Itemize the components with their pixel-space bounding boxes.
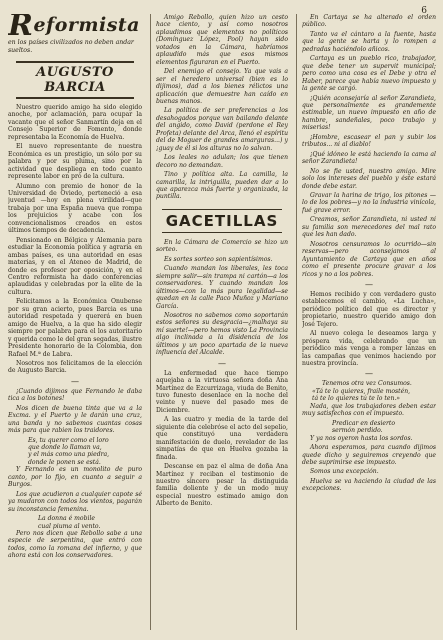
paragraph: Nosotros censuramos lo ocurrido—sin reservas—pero aconsejamos al Ayuntamiento de Cartaya que en años como el presente procure gravar a los ricos y no a los pobres.: [302, 240, 436, 278]
paragraph: El nuevo representante de nuestra Económica es un prestigio, un sólo por su palabra y por su pluma, sino por la actividad que despliega en todo cuanto represente labor en pró de la cultura.: [8, 143, 142, 181]
paragraph: Alumno con premio de honor de la Universidad de Oviedo, perteneció a esa juventud —hoy en plena virilidad—que trabaja por una España nueva que rompa los prejuicios y acabe con los convencionalismos creados en estos últimos tiempos de decadencia.: [8, 182, 142, 235]
verse: [8, 437, 142, 467]
paragraph: Hemos recibido y con verdadero gusto establecemos el cambio, «La Lucha», periódico político del que es director y propietario, nuestro querido amigo don José Tejero.: [302, 290, 436, 328]
verse-line: tá te lo quieres tú te lo ten.»: [312, 395, 401, 403]
separator: —: [365, 279, 373, 289]
paragraph: Los leales no adulan; los que tienen decoro no demandan.: [156, 154, 288, 169]
separator: —: [218, 358, 226, 368]
verse-line: sermón perdido.: [332, 427, 383, 435]
paragraph: Al nuevo colega le deseamos larga y próspera vida, celebrando que un periódico más venga a romper lanzas en las campañas que venimos haciendo por nuestra provincia.: [302, 330, 436, 368]
paragraph: No se fie usted, nuestro amigo. Mire solo los intereses del pueblo y éste estará donde debe estar.: [302, 167, 436, 190]
paragraph: Nosotros nos felicitamos de la elección de Augusto Barcia.: [8, 359, 142, 375]
verse-line: «Tá te lo quieres, fraile mostén,: [312, 387, 411, 395]
paragraph: Amigo Rebollo, quien hizo un cesto hace ciento, y así como nosotros aplaudimos que elementos no políticos (Domínguez López, Pool) hayan sido votados en la Cámara, habríamos aplaudido más que esos mismos elementos figuraran en el Puerto.: [156, 14, 288, 66]
column-2: [156, 14, 288, 634]
paragraph: Ahora esperamos, para cuando dijimos quede dicho y seguiremos creyendo que debe suprimirse ese impuesto.: [302, 444, 436, 467]
paragraph: ¡Cuando dijimos que Fernando le daba tica a los botones!: [8, 387, 142, 403]
paragraph: Tanto va el cántaro a la fuente, hasta que la gente se harta y lo rompen a pedradas haciéndolo añicos.: [302, 30, 436, 53]
paragraph: Cuando mandan los liberales, les toca siempre salir—sin trampa ni cartón—a los conservadores. Y cuando mandan los últimos—con la más pura legalidad—se quedan en la calle Paco Muñoz y Mariano García.: [156, 265, 288, 310]
paragraph: Y ya nos oyeron hasta los sordos.: [310, 434, 413, 442]
paragraph: Y Fernando es un monolito de puro canto, por lo fijo, en cuanto a seguir a Burgos.: [8, 466, 142, 489]
paragraph: Gravar la harina de trigo, los pitones —lo de los pobres—y no la industria vinícola, fué grave error.: [302, 191, 436, 214]
paragraph: Felicitamos a la Económica Onubense por su gran acierto, pues Barcia es una autoridad respetada y quererá en buen amigo de Huelva, a la que ha sido elegir siempre por palabra para el los autoritario y querida como le del gran segadas, ilustre Presidente honorario de la Colombia, don Rafael M.ª de Labra.: [8, 298, 142, 358]
separator: —: [71, 376, 79, 386]
paragraph: Pensionado en Bélgica y Alemania para estudiar la Economía política y agraria en ambas países, es una autoridad en esas materias, y en el Ateneo de Madrid, de donde es profesor por oposición, y en el Centro reformista ha dado conferencias aplaudidas y celebradas por la elite de la cultura.: [8, 236, 142, 296]
paragraph: A las cuatro y media de la tarde del siguiente día celebróse el acto del sepelio, que constituyó una verdadera manifestación de duelo, revelador de las simpatías de que en Huelva gozaba la finada.: [156, 416, 288, 461]
masthead: [8, 14, 142, 43]
verse-line: Predicar en desierto: [332, 419, 396, 427]
paragraph: Cartaya es un pueblo rico, trabajador, que debe tener un supervit municipal; pero como una cosa es el Debe y otra el Haber, parece que había nuevo impuesto y la gente se cargó.: [302, 55, 436, 93]
paragraph: Huelva se va haciendo la ciudad de las excepciones.: [302, 477, 436, 493]
verse-line: que donde lo llaman va,: [28, 444, 102, 452]
masthead-subtitle: en los países civilizados no deben andar sueltos.: [8, 39, 134, 54]
article-body: [8, 104, 142, 375]
separator: —: [365, 369, 373, 379]
paragraph: ¡Quién aconsejaría al señor Zarandieta, que personalmente es grandemente estimable, un nuevo impuesto en año de hambre, sandeñales, poco trabajo y miserias!: [302, 94, 436, 132]
paragraph: En la Cámara de Comercio se hizo un sorteo.: [156, 238, 288, 254]
paragraph: La enfermedad que hace tiempo aquejaba a la virtuosa señora doña Ana Martínez de Ezcurrizaga, viuda de Benito, tuvo funesto desenlace en la noche del veinte y nueve del pasado mes de Diciembre.: [156, 369, 288, 414]
masthead-title: eformista: [33, 14, 140, 36]
paragraph: Nuestro querido amigo ha sido elegido anoche, por aclamación, para ocupar la vacante que el señor Sanmartín deja en el Consejo Superior de Fomento, donde representaba la Economía de Huelva.: [8, 104, 142, 141]
paragraph: Nosotros no sabemos como soportarán estos señores su desgracia—¿malhaya su mí suerte!—pero hemos visto La Provincia algo inclinada a la disidencia de los últimos y un poco apartada de la nueva influencia del Alcalde.: [156, 311, 288, 357]
paragraph: Es sortes sorteo son sapientísimos.: [164, 255, 273, 263]
paragraph: Los que acudieron a cualquier capote sé ya mudaron con todos los vientos, pagarán su inconstancia femenina.: [8, 490, 142, 513]
paragraph: Descanse en paz el alma de doña Ana Martínez y reciban el testimonio de nuestro sincero pesar la distinguida familia doliente y de un modo muy especial nuestro estimado amigo don Alberto de Benito.: [156, 463, 288, 508]
paragraph: La política de ser preferencias a los desahogados porque van bailando delante del angido, como David (perdone el Rey Profeta) delante del Arca, llenó el espíritu del de Moguer de grandes amarguras...) y ¡guay de él si los alturas no lo salvan.: [156, 107, 288, 152]
paragraph: Del enemigo el consejo. Ya que vais a ser el heredero universal (bien es lo dijimos), dad a los bienes rélictos una aplicación que demuestre han caído en buenas manos.: [156, 68, 288, 105]
column-1: [8, 14, 142, 634]
section-heading: GACETILLAS: [162, 209, 282, 233]
verse: [302, 380, 436, 402]
verse-line: cual piuma al vento.: [38, 522, 101, 530]
paragraph: En Cartaya se ha alterado el orden público.: [302, 14, 436, 29]
column-3: [302, 14, 436, 634]
paragraph: Nada, que los trabajadores deben estar muy satisfechos con el impuesto.: [302, 402, 436, 418]
paragraph: ¡Qué idóneo le está haciendo la cama al señor Zarandieta!: [302, 150, 436, 166]
verse: [302, 420, 436, 435]
satire-section: [8, 388, 142, 560]
column-rule: [296, 14, 297, 630]
verse-line: La donna é mobile: [38, 515, 96, 523]
verse-line: Tenemos otra vez Consumos.: [322, 380, 412, 388]
paragraph: Nos dicen de buena tinta que va a la Excma. y el Puerto y le darán una cruz, una banda y no sabemos cuantas cosas más para que rabien los traidores.: [8, 404, 142, 435]
paragraph: Creamos, señor Zarandieta, ni usted ni su familia son merecedores del mal rato que les han dado.: [302, 216, 436, 239]
paragraph: Pero nos dicen que Rebollo sabe a una especie de serpentina, que entró con todos, como la romana del infierno, y que ahora está con los conservadores.: [8, 530, 142, 560]
column-rule: [150, 14, 151, 630]
paragraph: Tino y política alta. La camilla, la camarilla, la intriguilla, pueden dar a lo que aparezca más fuerte y organizada, la puntilla.: [156, 171, 288, 201]
verse-line: Es, tu querer como el loro: [28, 436, 109, 444]
paragraph: Somos una excepción.: [310, 468, 379, 476]
verse-line: y el más como una piedra,: [28, 451, 110, 459]
article-author: AUGUSTO BARCIA: [16, 61, 134, 99]
verse-line: donde le ponen se está.: [28, 458, 101, 466]
verse: [8, 515, 142, 530]
page-number: 6: [421, 6, 427, 16]
masthead-initial: R: [8, 14, 34, 43]
paragraph: ¡Hombre, escasear el pan y subir los tributos... ni al diablo!: [302, 133, 436, 149]
